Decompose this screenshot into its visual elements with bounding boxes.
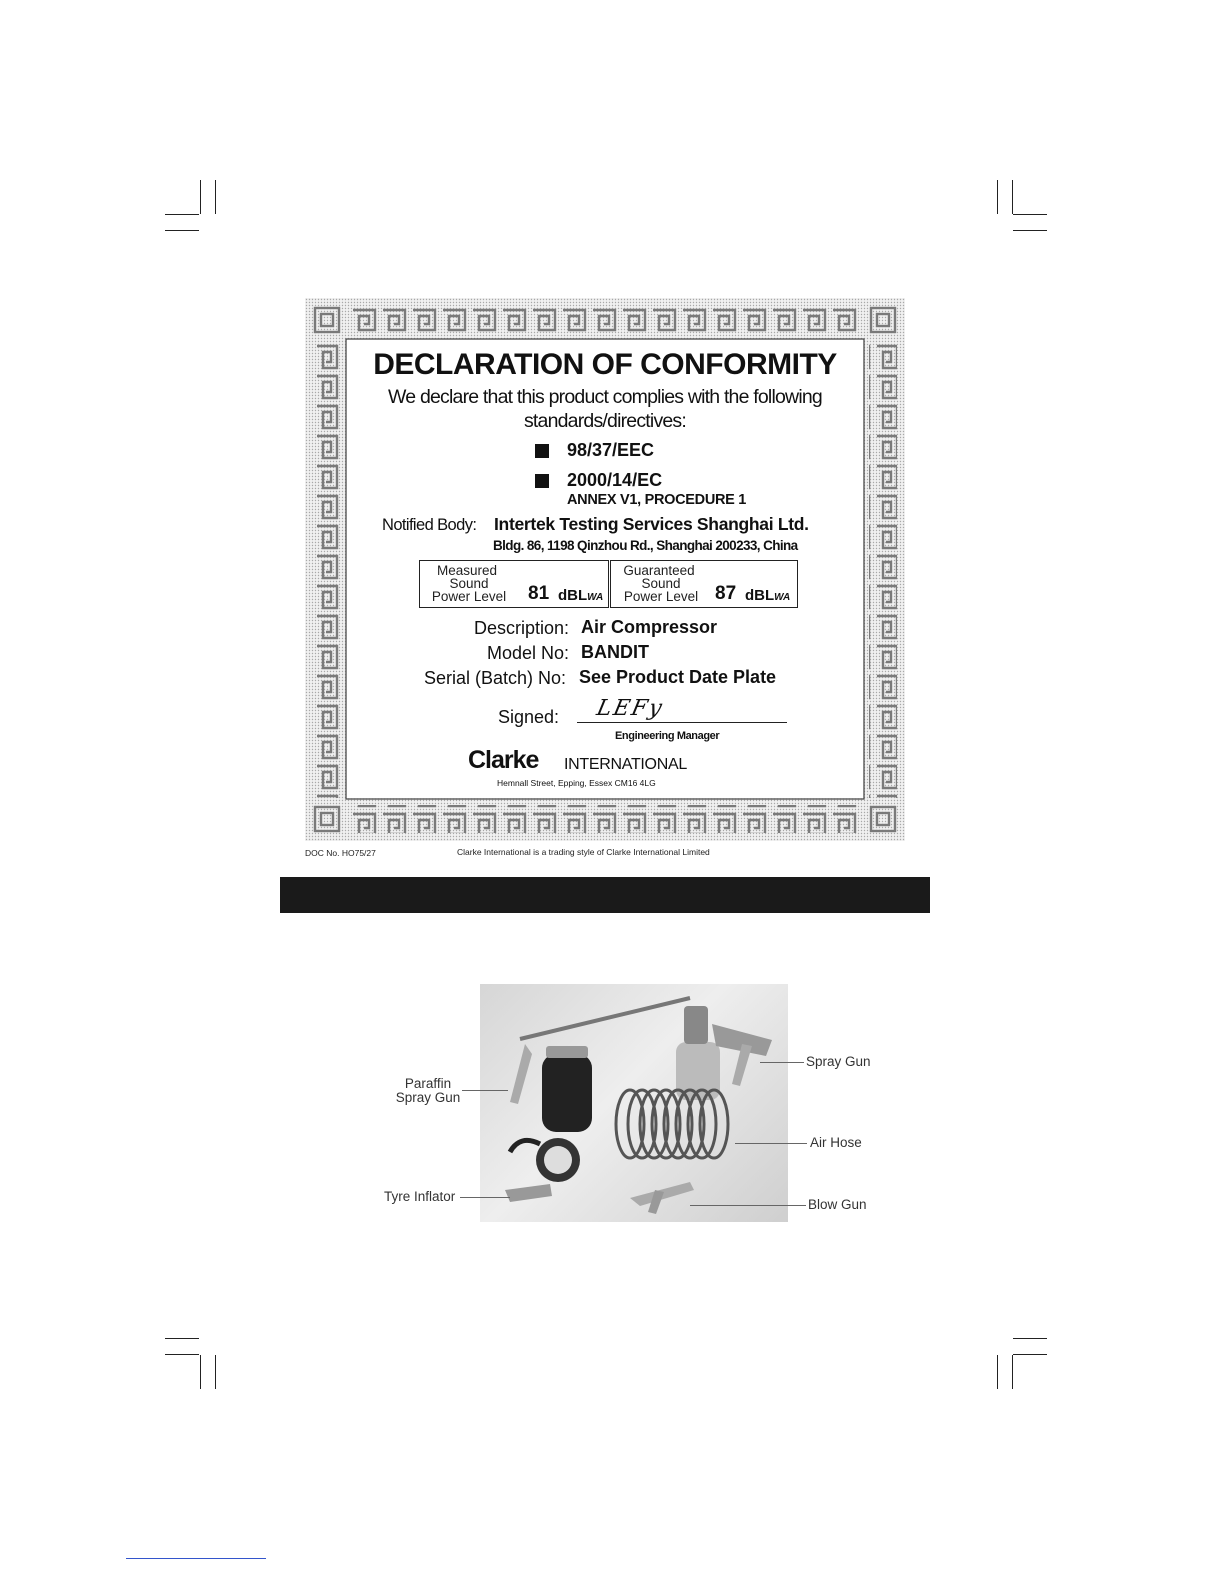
- signature-line: [577, 722, 787, 723]
- crop-mark: [200, 180, 201, 214]
- guaranteed-value: 87: [715, 583, 737, 604]
- company-address: Hemnall Street, Epping, Essex CM16 4LG: [497, 778, 656, 788]
- label-paraffin-spray-gun: [394, 1077, 462, 1105]
- accessories-illustration: [480, 984, 788, 1222]
- guaranteed-sound-box: [610, 560, 798, 608]
- guaranteed-label-3: Power Level: [623, 589, 699, 604]
- doc-number: DOC No. HO75/27: [305, 848, 376, 858]
- crop-mark: [1012, 1355, 1013, 1389]
- section-header-bar: [280, 877, 930, 913]
- notified-body-name: Intertek Testing Services Shanghai Ltd.: [494, 514, 809, 534]
- label-air-hose: Air Hose: [810, 1135, 862, 1150]
- crop-mark: [165, 1354, 199, 1355]
- guaranteed-label-2: Sound: [641, 576, 681, 591]
- leader-tyre-inflator: [460, 1197, 510, 1198]
- crop-mark: [1013, 1338, 1047, 1339]
- footer-link-underline: [126, 1558, 266, 1559]
- directive-1: 98/37/EEC: [567, 440, 655, 460]
- serial-label: Serial (Batch) No:: [423, 668, 566, 688]
- leader-blow-gun: [690, 1205, 806, 1206]
- crop-mark: [215, 180, 216, 214]
- bullet-icon: [535, 444, 549, 458]
- crop-mark: [165, 230, 199, 231]
- label-tyre-inflator: Tyre Inflator: [384, 1189, 456, 1204]
- signature: LEFy: [594, 696, 667, 721]
- clarke-logo: Clarke: [468, 746, 539, 774]
- serial-value: See Product Date Plate: [579, 667, 777, 687]
- crop-mark: [997, 180, 998, 214]
- description-value: Air Compressor: [581, 617, 718, 637]
- notified-body-label: Notified Body:: [382, 516, 477, 534]
- measured-unit: [558, 587, 603, 604]
- leader-paraffin: [462, 1090, 508, 1091]
- declaration-line-2: standards/directives:: [523, 410, 687, 432]
- guaranteed-unit-main: dBL: [745, 587, 775, 604]
- measured-unit-sub: WA: [587, 592, 604, 603]
- crop-mark: [1013, 230, 1047, 231]
- crop-mark: [215, 1355, 216, 1389]
- measured-unit-main: dBL: [558, 587, 588, 604]
- model-value: BANDIT: [581, 642, 649, 662]
- paraffin-line-2: Spray Gun: [395, 1090, 461, 1105]
- description-label: Description:: [473, 618, 569, 638]
- signed-label: Signed:: [498, 707, 560, 727]
- directive-2-annex: ANNEX V1, PROCEDURE 1: [567, 492, 747, 508]
- directive-2: 2000/14/EC: [567, 470, 663, 490]
- declaration-certificate: [305, 298, 905, 858]
- crop-mark: [200, 1355, 201, 1389]
- bullet-icon: [535, 474, 549, 488]
- notified-body-address: Bldg. 86, 1198 Qinzhou Rd., Shanghai 200233, China: [493, 538, 798, 553]
- leader-spray-gun: [760, 1062, 804, 1063]
- measured-label-2: Sound: [449, 576, 489, 591]
- guaranteed-unit: [745, 587, 790, 604]
- signatory-title: Engineering Manager: [615, 730, 720, 742]
- trading-note: Clarke International is a trading style of Clarke International Limited: [457, 847, 710, 857]
- accessories-photo: [480, 984, 788, 1222]
- guaranteed-unit-sub: WA: [774, 592, 791, 603]
- guaranteed-label-1: Guaranteed: [623, 563, 695, 578]
- crop-mark: [1013, 214, 1047, 215]
- paraffin-line-1: Paraffin: [404, 1076, 452, 1091]
- company-suffix: INTERNATIONAL: [564, 756, 687, 773]
- measured-sound-box: [419, 560, 609, 608]
- declaration-line-1: We declare that this product complies with the following: [388, 386, 822, 408]
- measured-label-1: Measured: [436, 563, 498, 578]
- crop-mark: [1013, 1354, 1047, 1355]
- crop-mark: [997, 1355, 998, 1389]
- crop-mark: [165, 214, 199, 215]
- label-blow-gun: Blow Gun: [808, 1197, 867, 1212]
- measured-label-3: Power Level: [431, 589, 507, 604]
- label-spray-gun: Spray Gun: [806, 1054, 871, 1069]
- measured-value: 81: [528, 583, 550, 604]
- certificate-title: DECLARATION OF CONFORMITY: [373, 348, 837, 381]
- model-label: Model No:: [486, 643, 569, 663]
- crop-mark: [165, 1338, 199, 1339]
- crop-mark: [1012, 180, 1013, 214]
- leader-air-hose: [735, 1143, 807, 1144]
